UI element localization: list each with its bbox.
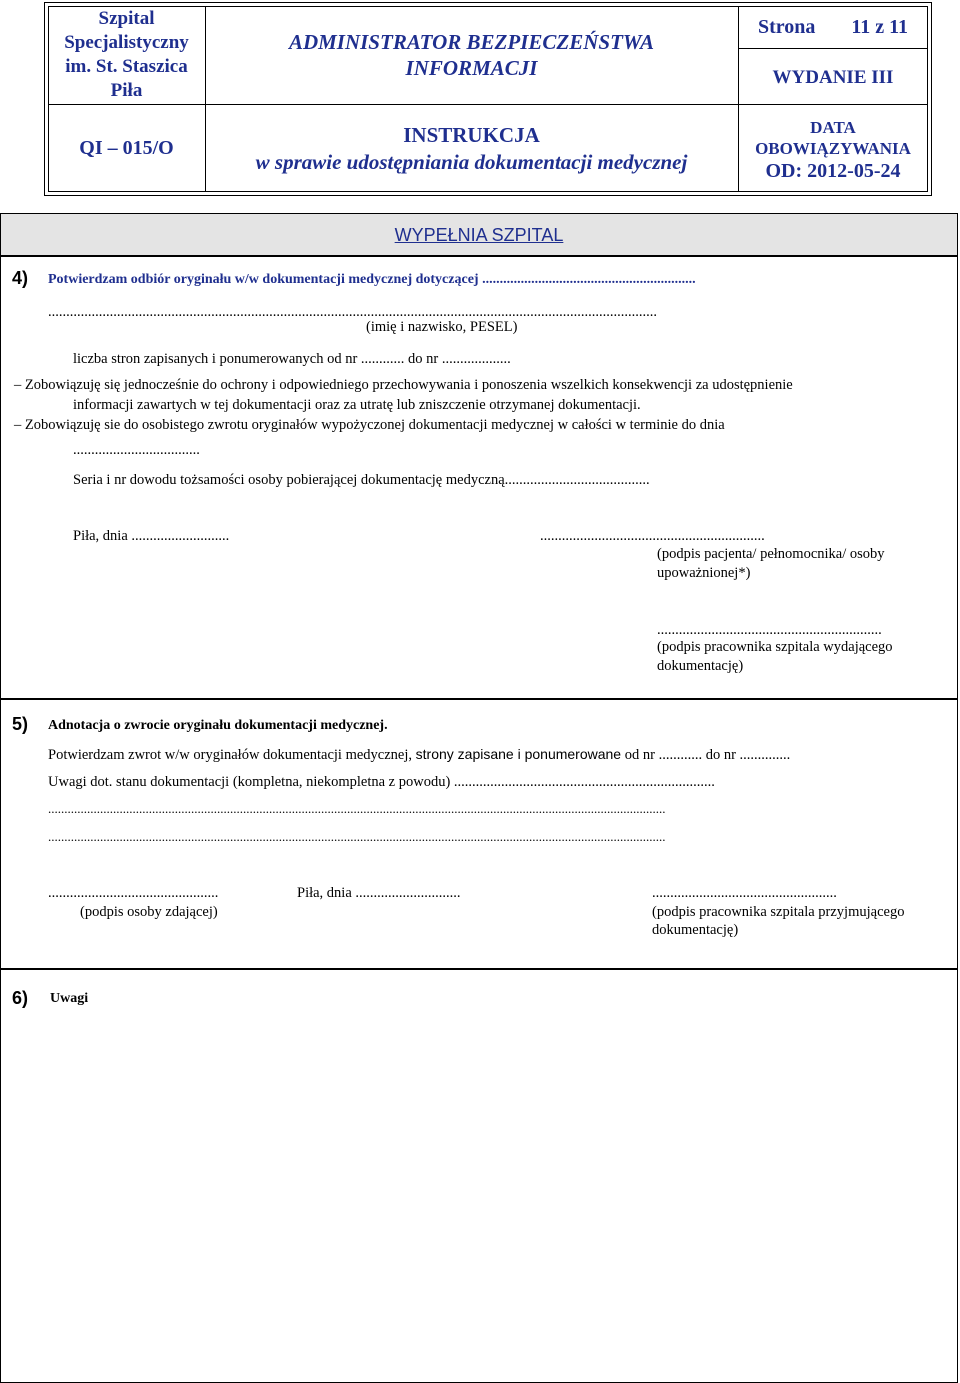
page-label: Strona bbox=[757, 15, 816, 38]
document-title bbox=[205, 18, 738, 92]
instruction-line-2: w sprawie udostępniania dokumentacji medycznej bbox=[255, 150, 688, 174]
section-5-number: 5) bbox=[12, 714, 29, 734]
return-confirmation-line[interactable] bbox=[48, 745, 790, 764]
section-4-place-date[interactable]: Piła, dnia ........................... bbox=[73, 528, 230, 544]
hospital-line-4: Piła bbox=[110, 80, 143, 101]
patient-signature-label-a: (podpis pacjenta/ pełnomocnika/ osoby bbox=[657, 546, 885, 562]
patient-signature-field[interactable]: .............................................................. bbox=[540, 528, 765, 544]
instruction-line-1: INSTRUKCJA bbox=[403, 123, 540, 147]
section-5-place-date[interactable]: Piła, dnia ............................. bbox=[297, 885, 461, 901]
date-line-1: DATA bbox=[810, 118, 856, 137]
page-number bbox=[738, 6, 928, 48]
return-line-b: strony zapisane i ponumerowane bbox=[415, 746, 622, 762]
patient-signature-label-b: upoważnionej*) bbox=[657, 565, 751, 581]
patient-name-field[interactable]: ........................................................................................................................................................................ bbox=[48, 304, 657, 320]
edition bbox=[738, 52, 928, 104]
effective-date bbox=[738, 108, 928, 192]
title-line-1: ADMINISTRATOR BEZPIECZEŃSTWA bbox=[288, 30, 655, 54]
section-6-box bbox=[0, 969, 958, 1383]
hospital-line-3: im. St. Staszica bbox=[65, 56, 188, 77]
pages-range-field[interactable]: liczba stron zapisanych i ponumerowanych od nr ............ do nr ................... bbox=[73, 351, 511, 367]
condition-notes-line-2[interactable]: .............................................................................................................................................................................................. bbox=[48, 801, 666, 816]
condition-notes-field[interactable]: Uwagi dot. stanu dokumentacji (kompletna, niekompletna z powodu) ........................................................................ bbox=[48, 774, 715, 790]
section-4-number: 4) bbox=[12, 268, 29, 288]
return-line-c: od nr ............ do nr .............. bbox=[621, 747, 791, 763]
section-4-heading[interactable]: Potwierdzam odbiór oryginału w/w dokumentacji medycznej dotyczącej ............................................................. bbox=[48, 272, 696, 287]
id-document-field[interactable]: Seria i nr dowodu tożsamości osoby pobierającej dokumentację medyczną........................................ bbox=[73, 472, 650, 488]
bullet-2: – Zobowiązuję sie do osobistego zwrotu oryginałów wypożyczonej dokumentacji medycznej w całości w terminie do dnia bbox=[14, 417, 725, 433]
section-5-heading: Adnotacja o zwrocie oryginału dokumentacji medycznej. bbox=[48, 718, 388, 733]
section-6-number: 6) bbox=[12, 988, 29, 1008]
document-code bbox=[48, 104, 205, 192]
returner-signature-field[interactable]: ............................................... bbox=[48, 885, 219, 901]
name-hint: (imię i nazwisko, PESEL) bbox=[366, 319, 518, 335]
staff-issuing-signature-field[interactable]: .............................................................. bbox=[657, 622, 882, 638]
hospital-name bbox=[48, 6, 205, 104]
edition-text: WYDANIE III bbox=[772, 67, 894, 88]
band-title: WYPEŁNIA SZPITAL bbox=[394, 225, 564, 245]
date-line-3: OD: 2012-05-24 bbox=[765, 160, 901, 182]
bullet-2-text: Zobowiązuję sie do osobistego zwrotu oryginałów wypożyczonej dokumentacji medycznej w całości w terminie do dnia bbox=[24, 417, 725, 433]
title-line-2: INFORMACJI bbox=[405, 56, 538, 80]
staff-issuing-signature-label-b: dokumentację) bbox=[657, 658, 744, 674]
staff-receiving-signature-label-a: (podpis pracownika szpitala przyjmującego bbox=[652, 904, 905, 920]
hospital-line-1: Szpital bbox=[98, 8, 155, 29]
bullet-1-text-a: Zobowiązuję się jednocześnie do ochrony i odpowiedniego przechowywania i ponoszenia wszelkich konsekwencji za udostępnienie bbox=[24, 377, 793, 393]
returner-signature-label: (podpis osoby zdającej) bbox=[80, 904, 218, 920]
bullet-1-text-b: informacji zawartych w tej dokumentacji oraz za utratę lub zniszczenie otrzymanej dokumentacji. bbox=[73, 397, 641, 413]
staff-receiving-signature-field[interactable]: ................................................... bbox=[652, 885, 837, 901]
page-value: 11 z 11 bbox=[851, 15, 909, 38]
staff-receiving-signature-label-b: dokumentację) bbox=[652, 922, 739, 938]
staff-issuing-signature-label-a: (podpis pracownika szpitala wydającego bbox=[657, 639, 893, 655]
document-code-text: QI – 015/O bbox=[79, 136, 174, 159]
hospital-line-2: Specjalistyczny bbox=[64, 32, 189, 53]
instruction-title bbox=[205, 116, 738, 182]
bullet-1: – Zobowiązuję się jednocześnie do ochrony i odpowiedniego przechowywania i ponoszenia wszelkich konsekwencji za udostępnienie bbox=[14, 377, 793, 393]
date-line-2: OBOWIĄZYWANIA bbox=[755, 139, 911, 158]
condition-notes-line-3[interactable]: .............................................................................................................................................................................................. bbox=[48, 829, 666, 844]
return-line-a: Potwierdzam zwrot w/w oryginałów dokumentacji medycznej, bbox=[48, 747, 416, 763]
return-date-field[interactable]: ................................... bbox=[73, 442, 200, 458]
section-6-heading: Uwagi bbox=[50, 991, 89, 1006]
header-divider-page bbox=[738, 48, 928, 49]
